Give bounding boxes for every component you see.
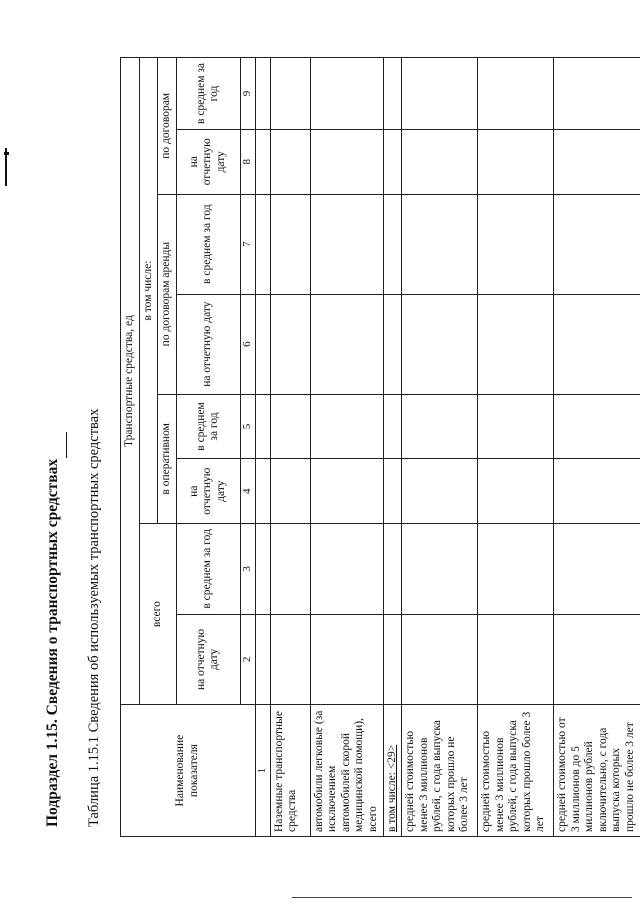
scan-mark	[66, 432, 67, 458]
table-row	[402, 58, 478, 837]
row-label: средней стоимостью менее 3 миллионов рублей, с года выпуска которых прошло более 3 лет	[478, 705, 554, 837]
lease-header: по договорам аренды	[158, 194, 177, 394]
total-header: всего	[139, 524, 176, 705]
col-number: 4	[240, 459, 255, 524]
table-row	[310, 58, 383, 837]
name-header: Наименование показателя	[121, 705, 256, 837]
col3-header: в среднем за год	[176, 524, 240, 615]
table-row	[270, 58, 310, 837]
col2-header: на отчетную дату	[176, 614, 240, 705]
scan-mark	[4, 152, 9, 155]
col7-header: в среднем за год	[176, 194, 240, 294]
section-title: Подраздел 1.15. Сведения о транспортных средствах	[44, 458, 61, 827]
table-row	[383, 58, 402, 837]
incl-header: в том числе:	[139, 58, 158, 524]
row-label: средней стоимостью менее 3 миллионов рублей, с года выпуска которых прошло не более 3 лет	[402, 705, 478, 837]
contracts-header: по договорам	[158, 58, 177, 195]
col6-header: на отчетную дату	[176, 294, 240, 394]
table-row	[478, 58, 554, 837]
col9-header: в среднем за год	[176, 58, 240, 130]
row-label: автомобили легковые (за исключением автомобилей скорой медицинской помощи), всего	[310, 705, 383, 837]
table-title: Таблица 1.15.1 Сведения об используемых транспортных средствах	[86, 408, 102, 827]
row-label: Наземные транспортные средства	[270, 705, 310, 837]
group-header: Транспортные средства, ед	[121, 58, 140, 705]
col-number: 9	[240, 58, 255, 130]
table-row	[554, 58, 640, 837]
col-number: 7	[240, 194, 255, 294]
col-number: 6	[240, 294, 255, 394]
transport-table	[120, 57, 640, 837]
col-number: 1	[255, 705, 270, 837]
col-number: 8	[240, 129, 255, 194]
col4-header: на отчетную дату	[176, 459, 240, 524]
operational-header: в оперативном	[158, 394, 177, 523]
bottom-edge-line	[292, 897, 632, 898]
col-number: 2	[240, 614, 255, 705]
col5-header: в среднем за год	[176, 394, 240, 459]
col-number: 3	[240, 524, 255, 615]
col-number: 5	[240, 394, 255, 459]
col8-header: на отчетную дату	[176, 129, 240, 194]
row-label: в том числе: <29>	[383, 705, 402, 837]
row-label: средней стоимостью от 3 миллионов до 5 миллионов рублей включительно, с года выпуска которых прошло не более 3 лет	[554, 705, 640, 837]
